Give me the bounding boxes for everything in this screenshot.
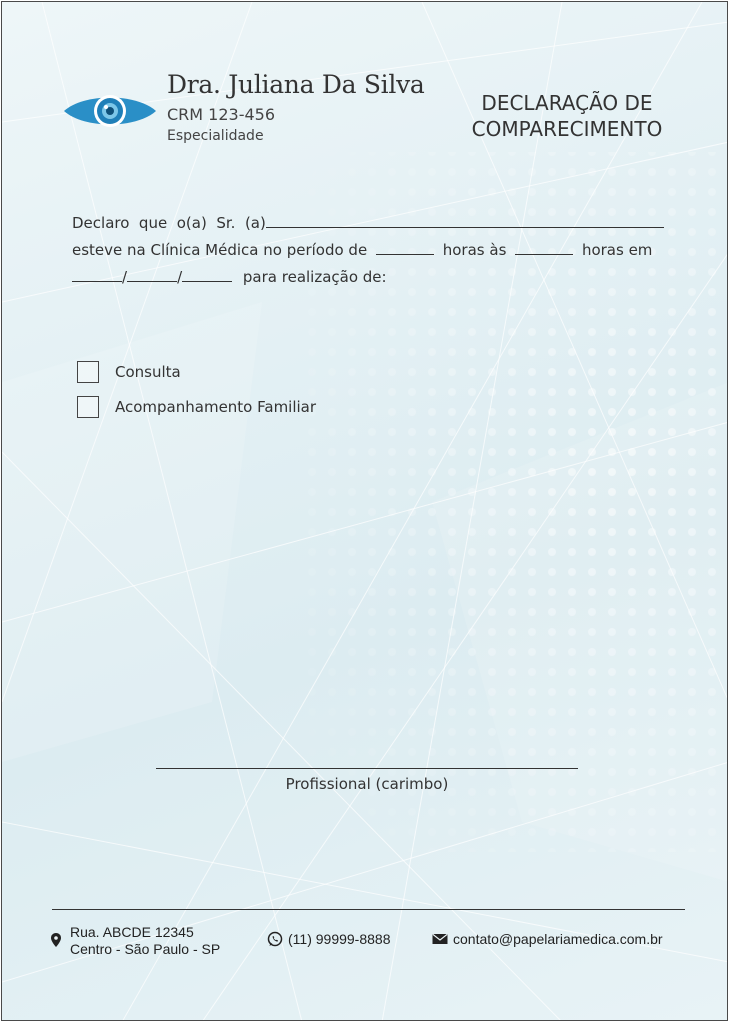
phone-number: (11) 99999-8888 [288,931,391,947]
crm-number: CRM 123-456 [167,105,276,124]
end-time-blank[interactable] [515,239,573,255]
hours-to-text: horas às [442,241,507,259]
consulta-checkbox[interactable] [77,361,99,383]
declaration-line-3 [72,266,664,293]
eye-icon [62,90,158,132]
email-address[interactable]: contato@papelariamedica.com.br [453,931,663,947]
declaration-line-2 [72,239,664,266]
date-separator: / [177,268,183,286]
option-label: Consulta [115,363,181,381]
option-consulta [77,359,316,385]
title-line-1: DECLARAÇÃO DE [481,91,653,115]
location-pin-icon [51,933,61,947]
address-line-2: Centro - São Paulo - SP [70,941,221,957]
hours-on-text: horas em [581,241,653,259]
declaration-line-1 [72,212,664,239]
declaration-page [1,1,728,1021]
date-year-blank[interactable] [182,266,232,282]
address-text [70,924,220,958]
purpose-options [77,359,316,429]
specialty: Especialidade [167,128,264,144]
signature-line[interactable] [156,768,578,769]
option-acompanhamento [77,394,316,420]
date-separator: / [122,268,128,286]
date-month-blank[interactable] [127,266,177,282]
whatsapp-icon [267,931,283,947]
acompanhamento-checkbox[interactable] [77,396,99,418]
declaration-text [72,212,664,293]
envelope-icon [432,933,448,945]
title-line-2: COMPARECIMENTO [471,117,663,141]
date-day-blank[interactable] [72,266,122,282]
signature-label: Profissional (carimbo) [285,775,449,793]
footer-divider [52,909,685,910]
doctor-name: Dra. Juliana Da Silva [167,70,425,99]
footer-email [432,931,663,947]
option-label: Acompanhamento Familiar [115,398,317,416]
declaration-intro: Declaro que o(a) Sr. (a) [72,214,266,232]
footer-address [51,924,220,958]
background-pattern [2,2,728,1021]
footer-phone [267,931,390,947]
period-text: esteve na Clínica Médica no período de [72,241,368,259]
document-title [442,90,692,142]
patient-name-blank[interactable] [266,212,664,228]
start-time-blank[interactable] [376,239,434,255]
purpose-text: para realização de: [242,268,387,286]
address-line-1: Rua. ABCDE 12345 [70,924,194,940]
